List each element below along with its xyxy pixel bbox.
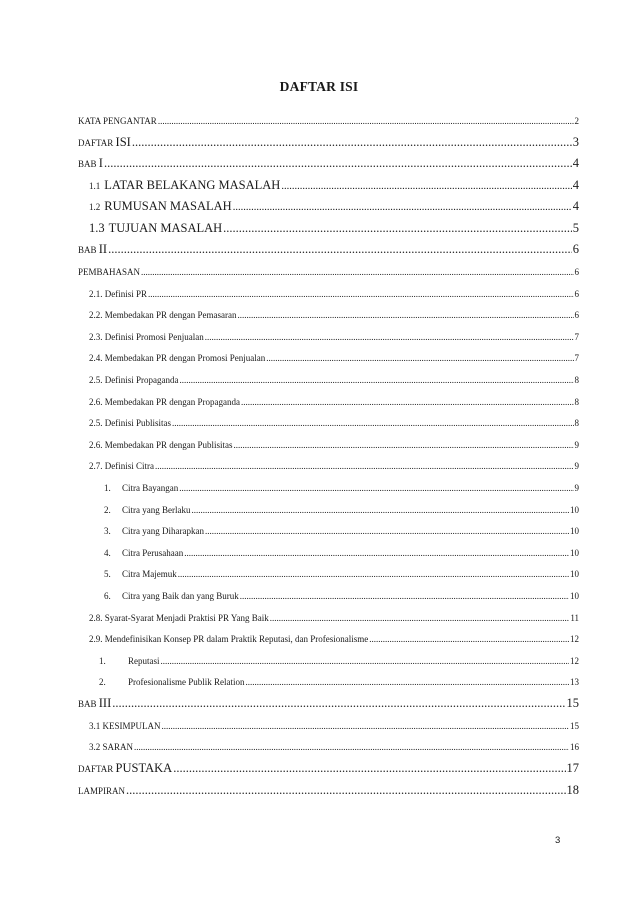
toc-entry-page: 5 bbox=[572, 221, 579, 235]
toc-leader-dots bbox=[191, 505, 569, 515]
toc-entry-page: 17 bbox=[566, 761, 579, 775]
toc-entry[interactable] bbox=[89, 327, 579, 345]
toc-leader-dots bbox=[179, 483, 573, 493]
toc-leader-dots bbox=[223, 221, 572, 236]
toc-entry-page: 4 bbox=[572, 156, 579, 170]
toc-entry-page: 6 bbox=[574, 267, 579, 277]
toc-entry-text: PEMBAHASAN bbox=[78, 267, 141, 277]
toc-leader-dots bbox=[155, 461, 574, 471]
toc-entry-label bbox=[78, 759, 172, 777]
toc-entry[interactable] bbox=[78, 781, 579, 799]
toc-entry-page: 9 bbox=[574, 461, 579, 471]
toc-entry-text: 2.9. Mendefinisikan Konsep PR dalam Praktik Reputasi, dan Profesionalisme bbox=[89, 634, 369, 644]
toc-leader-dots bbox=[126, 783, 565, 798]
toc-entry-number: 1.1 bbox=[89, 181, 101, 191]
toc-entry[interactable] bbox=[89, 370, 579, 388]
toc-leader-dots bbox=[281, 181, 571, 192]
toc-entry-label bbox=[78, 154, 103, 172]
toc-entry-page: 9 bbox=[574, 440, 579, 450]
toc-entry-text: LATAR BELAKANG MASALAH bbox=[104, 178, 281, 192]
toc-leader-dots bbox=[148, 289, 573, 299]
toc-entry-page: 13 bbox=[570, 677, 579, 687]
toc-leader-dots bbox=[134, 742, 569, 752]
toc-entry-text: KATA PENGANTAR bbox=[78, 116, 157, 126]
toc-entry-text: Citra yang Diharapkan bbox=[122, 526, 204, 536]
toc-entry-text: Citra Bayangan bbox=[122, 483, 179, 493]
toc-entry-text: 2.1. Definisi PR bbox=[89, 289, 148, 299]
toc-entry-page: 7 bbox=[574, 353, 579, 363]
toc-entry-text: RUMUSAN MASALAH bbox=[104, 199, 232, 213]
toc-entry[interactable] bbox=[89, 435, 579, 453]
toc-entry-text: 2.7. Definisi Citra bbox=[89, 461, 154, 471]
toc-leader-dots bbox=[205, 526, 569, 536]
toc-entry-page: 12 bbox=[570, 656, 579, 666]
toc-entry-label bbox=[78, 111, 157, 129]
toc-entry-label bbox=[78, 781, 125, 799]
toc-entry-page: 15 bbox=[566, 696, 579, 710]
toc-entry[interactable] bbox=[104, 564, 579, 582]
toc-entry-page: 10 bbox=[570, 505, 579, 515]
toc-entry-page: 10 bbox=[570, 569, 579, 579]
toc-entry-label bbox=[104, 521, 204, 539]
toc-entry-text: LAMPIRAN bbox=[78, 786, 126, 796]
toc-entry[interactable] bbox=[104, 521, 579, 539]
toc-leader-dots bbox=[369, 634, 569, 644]
toc-entry-page: 4 bbox=[572, 178, 579, 192]
toc-entry-text: Reputasi bbox=[128, 656, 160, 666]
toc-entry-label bbox=[104, 543, 183, 561]
toc-entry-number: 2. bbox=[99, 677, 106, 687]
toc-leader-dots bbox=[112, 696, 565, 711]
toc-entry-page: 6 bbox=[572, 242, 579, 256]
toc-entry-text: 3.1 KESIMPULAN bbox=[89, 721, 161, 731]
toc-entry[interactable] bbox=[89, 176, 579, 194]
toc-leader-dots bbox=[179, 375, 573, 385]
toc-entry[interactable] bbox=[89, 629, 579, 647]
toc-entry-page: 9 bbox=[574, 483, 579, 493]
toc-entry[interactable] bbox=[78, 154, 579, 172]
toc-entry-text: DAFTAR ISI bbox=[78, 135, 131, 149]
toc-entry-label bbox=[89, 176, 280, 194]
toc-entry[interactable] bbox=[78, 262, 579, 280]
toc-entry-label bbox=[78, 694, 111, 712]
toc-entry-page: 10 bbox=[570, 548, 579, 558]
toc-leader-dots bbox=[270, 613, 570, 623]
toc-leader-dots bbox=[158, 116, 574, 126]
toc-leader-dots bbox=[241, 397, 574, 407]
toc-leader-dots bbox=[266, 353, 573, 363]
toc-entry-text: 2.5. Definisi Propaganda bbox=[89, 375, 179, 385]
toc-leader-dots bbox=[237, 310, 573, 320]
toc-entry-text: 2.8. Syarat-Syarat Menjadi Praktisi PR Yang Baik bbox=[89, 613, 269, 623]
toc-leader-dots bbox=[141, 267, 573, 277]
toc-entry-page: 8 bbox=[574, 418, 579, 428]
toc-entry-number: 3. bbox=[104, 526, 111, 536]
toc-leader-dots bbox=[172, 418, 573, 428]
toc-entry[interactable] bbox=[89, 716, 579, 734]
toc-entry[interactable] bbox=[78, 694, 579, 712]
toc-leader-dots bbox=[234, 440, 574, 450]
toc-entry-page: 8 bbox=[574, 375, 579, 385]
toc-entry-page: 4 bbox=[572, 199, 579, 213]
toc-entry-label bbox=[89, 392, 240, 410]
toc-entry-page: 6 bbox=[574, 289, 579, 299]
toc-leader-dots bbox=[178, 569, 569, 579]
toc-entry[interactable] bbox=[89, 456, 579, 474]
toc-entry[interactable] bbox=[104, 586, 579, 604]
toc-entry-text: BAB I bbox=[78, 156, 103, 170]
toc-leader-dots bbox=[173, 761, 565, 776]
toc-entry[interactable] bbox=[104, 543, 579, 561]
toc-entry-number: 1.2 bbox=[89, 202, 101, 212]
toc-leader-dots bbox=[184, 548, 569, 558]
toc-entry-text: 2.5. Definisi Publisitas bbox=[89, 418, 172, 428]
toc-entry-page: 10 bbox=[570, 591, 579, 601]
toc-leader-dots bbox=[246, 677, 570, 687]
toc-entry-text: Profesionalisme Publik Relation bbox=[128, 677, 245, 687]
toc-entry-text: 2.2. Membedakan PR dengan Pemasaran bbox=[89, 310, 237, 320]
toc-entry-label bbox=[99, 651, 160, 669]
toc-entry-page: 6 bbox=[574, 310, 579, 320]
toc-entry-label bbox=[89, 370, 178, 388]
toc-entry-number: 4. bbox=[104, 548, 111, 558]
toc-entry-label bbox=[78, 133, 131, 151]
toc-entry[interactable] bbox=[89, 608, 579, 626]
toc-entry-label bbox=[89, 348, 265, 366]
toc-entry-text: 2.4. Membedakan PR dengan Promosi Penjualan bbox=[89, 353, 266, 363]
toc-entry-number: 1. bbox=[104, 483, 111, 493]
toc-entry-page: 16 bbox=[570, 742, 579, 752]
toc-entry-page: 3 bbox=[572, 135, 579, 149]
toc-entry-text: BAB III bbox=[78, 696, 112, 710]
toc-entry-label bbox=[89, 716, 161, 734]
toc-entry-label bbox=[89, 305, 236, 323]
toc-entry[interactable] bbox=[89, 737, 579, 755]
toc-entry-number: 5. bbox=[104, 569, 111, 579]
toc-entry-text: 2.3. Definisi Promosi Penjualan bbox=[89, 332, 204, 342]
toc-entry[interactable] bbox=[99, 672, 579, 690]
toc-entry-label bbox=[89, 737, 133, 755]
toc-entry-label bbox=[89, 435, 233, 453]
toc-entry-label bbox=[89, 456, 154, 474]
toc-entry-label bbox=[104, 586, 239, 604]
toc-entry-page: 11 bbox=[570, 613, 579, 623]
toc-entry-label bbox=[104, 478, 178, 496]
toc-entry-page: 18 bbox=[566, 783, 579, 797]
toc-entry-text: Citra yang Berlaku bbox=[122, 505, 191, 515]
toc-entry-label bbox=[89, 629, 368, 647]
toc-entry-number: 2. bbox=[104, 505, 111, 515]
toc-leader-dots bbox=[104, 156, 572, 171]
toc-entry[interactable] bbox=[89, 284, 579, 302]
toc-entry-page: 10 bbox=[570, 526, 579, 536]
toc-entry-label bbox=[78, 240, 107, 258]
toc-entry-number: 1. bbox=[99, 656, 106, 666]
toc-entry-text: Citra Perusahaan bbox=[122, 548, 184, 558]
toc-entry-text: DAFTAR PUSTAKA bbox=[78, 761, 173, 775]
toc-entry-text: 2.6. Membedakan PR dengan Propaganda bbox=[89, 397, 240, 407]
toc-entry-text: TUJUAN MASALAH bbox=[108, 221, 223, 235]
toc-entry[interactable] bbox=[89, 197, 579, 215]
toc-entry[interactable] bbox=[78, 111, 579, 129]
toc-entry-label bbox=[104, 564, 177, 582]
toc-leader-dots bbox=[205, 332, 574, 342]
toc-entry[interactable] bbox=[89, 348, 579, 366]
toc-entry[interactable] bbox=[89, 392, 579, 410]
toc-entry[interactable] bbox=[89, 305, 579, 323]
toc-entry-page: 8 bbox=[574, 397, 579, 407]
toc-leader-dots bbox=[240, 591, 569, 601]
toc-entry-label bbox=[89, 327, 204, 345]
toc-entry-text: Citra Majemuk bbox=[122, 569, 177, 579]
toc-leader-dots bbox=[233, 202, 572, 213]
toc-title: DAFTAR ISI bbox=[279, 79, 359, 94]
toc-entry-label bbox=[89, 197, 232, 215]
toc-leader-dots bbox=[161, 656, 570, 666]
toc-entry-label bbox=[89, 284, 147, 302]
toc-entry-label bbox=[89, 413, 171, 431]
toc-entry-page: 2 bbox=[574, 116, 579, 126]
toc-entry[interactable] bbox=[78, 759, 579, 777]
toc-entry-label bbox=[78, 262, 140, 280]
toc-entry-label bbox=[104, 500, 190, 518]
toc-entry-number: 1.3 bbox=[89, 221, 105, 235]
toc-entry-page: 12 bbox=[570, 634, 579, 644]
toc-entry[interactable] bbox=[104, 478, 579, 496]
toc-entry-page: 15 bbox=[570, 721, 579, 731]
toc-entry-label bbox=[99, 672, 245, 690]
toc-entry[interactable] bbox=[78, 240, 579, 258]
toc-entry-text: 3.2 SARAN bbox=[89, 742, 134, 752]
toc-entry[interactable] bbox=[89, 413, 579, 431]
toc-entry-text: 2.6. Membedakan PR dengan Publisitas bbox=[89, 440, 233, 450]
toc-entry-label bbox=[89, 219, 222, 237]
toc-entry[interactable] bbox=[104, 500, 579, 518]
toc-entry[interactable] bbox=[89, 219, 579, 237]
toc-entry-label bbox=[89, 608, 269, 626]
toc-leader-dots bbox=[162, 721, 569, 731]
toc-entry[interactable] bbox=[99, 651, 579, 669]
toc-entry-page: 7 bbox=[574, 332, 579, 342]
toc-entry-text: BAB II bbox=[78, 242, 108, 256]
toc-leader-dots bbox=[132, 135, 572, 150]
toc-entry-number: 6. bbox=[104, 591, 111, 601]
toc-entry[interactable] bbox=[78, 133, 579, 151]
page-number: 3 bbox=[555, 835, 561, 846]
toc-entry-text: Citra yang Baik dan yang Buruk bbox=[122, 591, 239, 601]
toc-leader-dots bbox=[108, 242, 572, 257]
